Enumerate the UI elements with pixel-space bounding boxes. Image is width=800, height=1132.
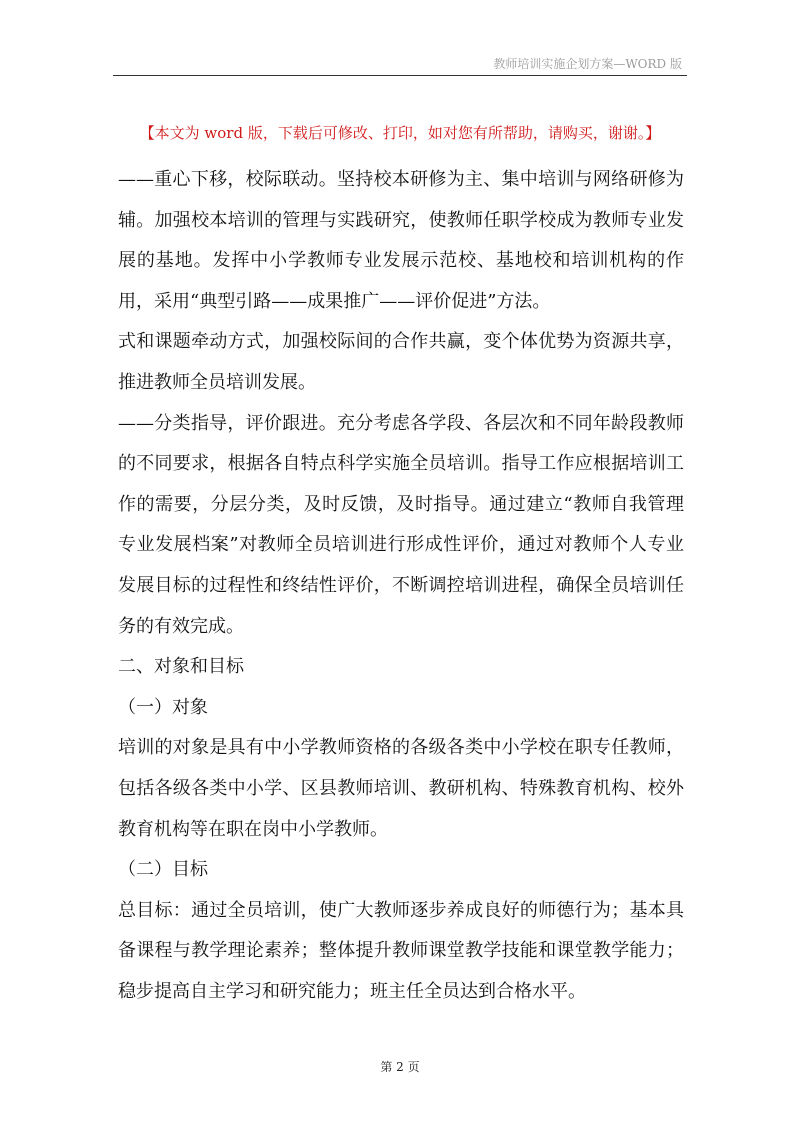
- page-number: 第 2 页: [380, 1060, 420, 1074]
- subheading-goals: （二）目标: [118, 859, 208, 881]
- paragraph-goals: 总目标：通过全员培训，使广大教师逐步养成良好的师德行为；基本具备课程与教学理论素养；整体提升教师课堂教学技能和课堂教学能力；稳步提高自主学习和研究能力；班主任全员达到合格水平。: [118, 899, 684, 1002]
- download-notice: 【本文为 word 版，下载后可修改、打印，如对您有所帮助，请购买，谢谢。】: [139, 124, 661, 142]
- paragraph-project-driven: 式和课题牵动方式，加强校际间的合作共赢，变个体优势为资源共享，推进教师全员培训发展。: [118, 331, 684, 393]
- header-divider: [113, 75, 687, 76]
- paragraph-principle-linkage: ——重心下移，校际联动。坚持校本研修为主、集中培训与网络研修为辅。加强校本培训的管理与实践研究，使教师任职学校成为教师专业发展的基地。发挥中小学教师专业发展示范校、基地校和培训机构的作用，采用“典型引路——成果推广——评价促进”方法。: [118, 169, 684, 312]
- paragraph-objects: 培训的对象是具有中小学教师资格的各级各类中小学校在职专任教师，包括各级各类中小学、区县教师培训、教研机构、特殊教育机构、校外教育机构等在职在岗中小学教师。: [118, 737, 684, 840]
- section-heading-objects-goals: 二、对象和目标: [118, 656, 244, 678]
- paragraph-classified-guidance: ——分类指导，评价跟进。充分考虑各学段、各层次和不同年龄段教师的不同要求，根据各自特点科学实施全员培训。指导工作应根据培训工作的需要，分层分类，及时反馈，及时指导。通过建立“教师自我管理专业发展档案”对教师全员培训进行形成性评价，通过对教师个人专业发展目标的过程性和终结性评价，不断调控培训进程，确保全员培训任务的有效完成。: [118, 412, 684, 637]
- page-header-title: 教师培训实施企划方案—WORD 版: [493, 57, 682, 71]
- document-body: [118, 160, 684, 1012]
- subheading-objects: （一）对象: [118, 696, 208, 718]
